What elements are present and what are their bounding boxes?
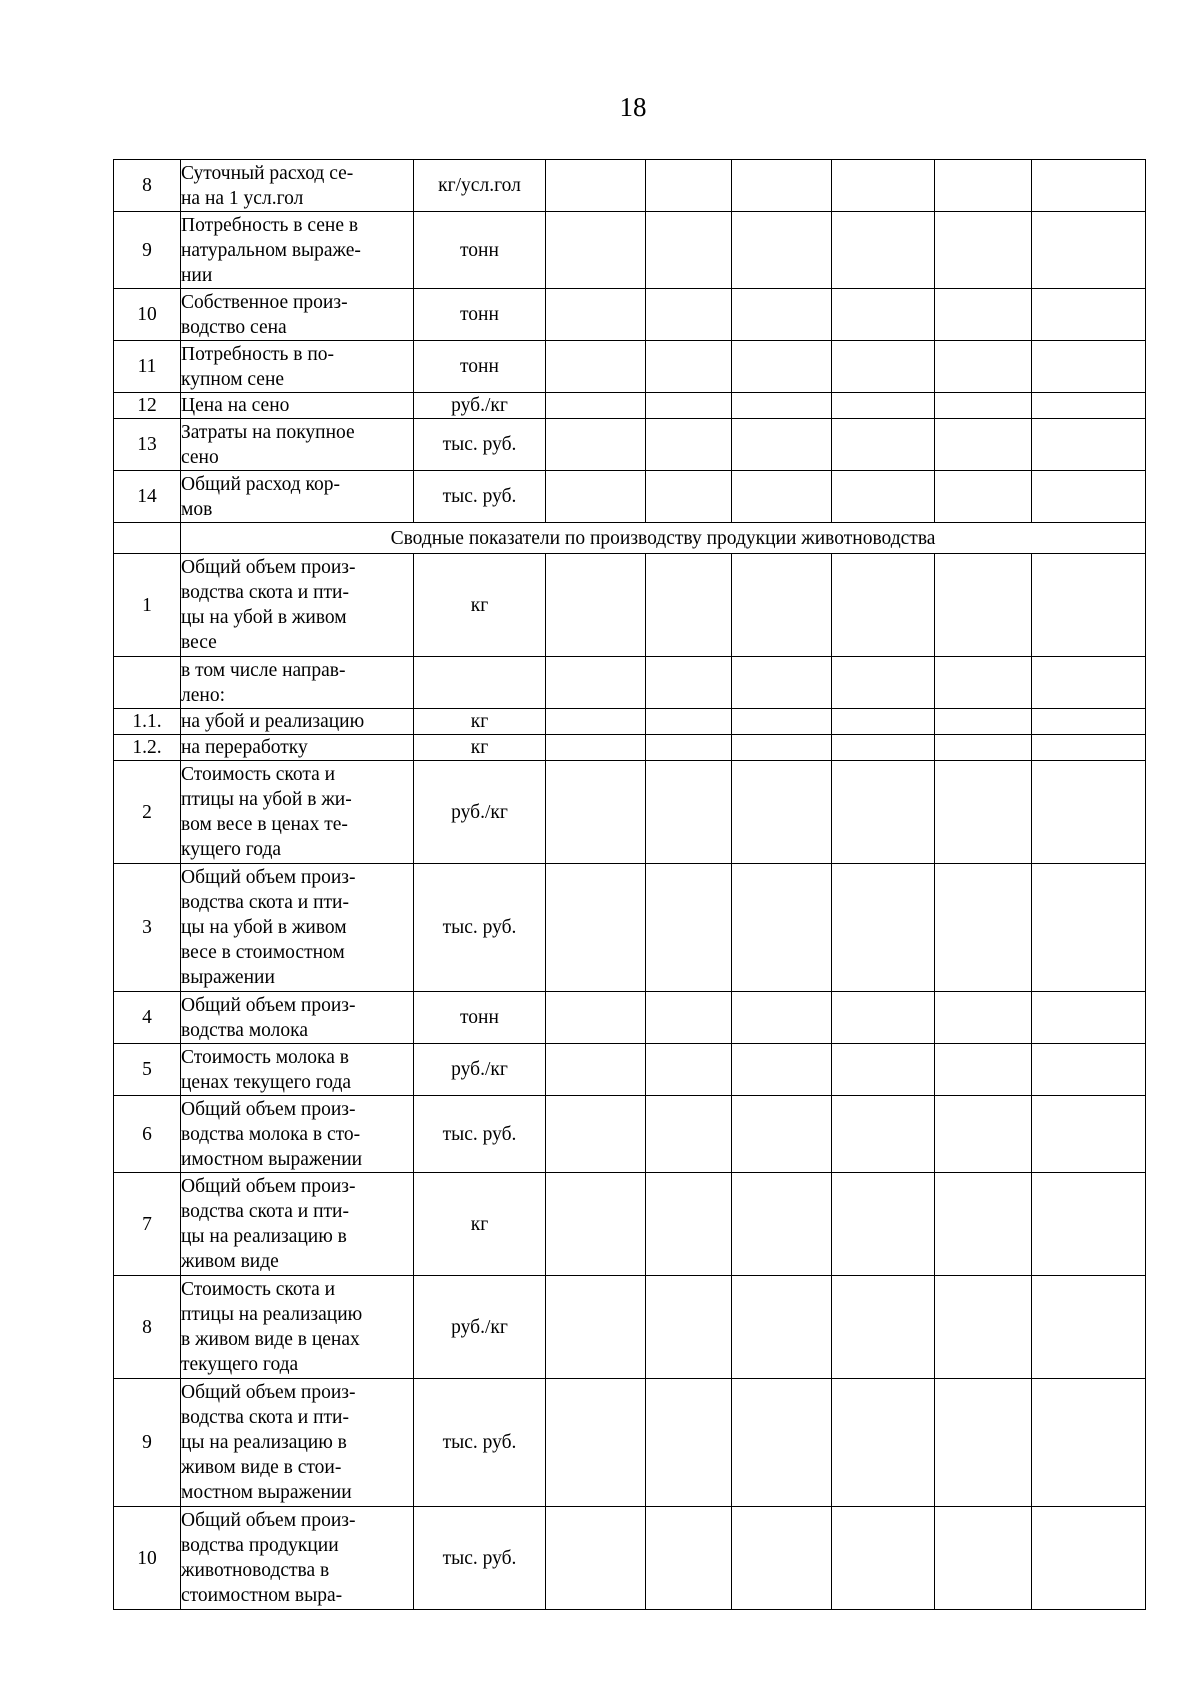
row-number: 4 bbox=[114, 992, 181, 1044]
unit-cell: тыс. руб. bbox=[414, 864, 546, 992]
value-cell bbox=[935, 1276, 1032, 1379]
row-number: 10 bbox=[114, 289, 181, 341]
value-cell bbox=[1032, 160, 1146, 212]
value-cell bbox=[732, 735, 832, 761]
value-cell bbox=[832, 657, 935, 709]
indicator-name: на переработку bbox=[181, 735, 414, 761]
value-cell bbox=[832, 761, 935, 864]
value-cell bbox=[1032, 1044, 1146, 1096]
value-cell bbox=[732, 393, 832, 419]
value-cell bbox=[732, 554, 832, 657]
value-cell bbox=[935, 554, 1032, 657]
value-cell bbox=[935, 709, 1032, 735]
value-cell bbox=[546, 657, 646, 709]
value-cell bbox=[646, 212, 732, 289]
value-cell bbox=[646, 761, 732, 864]
value-cell bbox=[832, 1507, 935, 1610]
unit-cell: кг bbox=[414, 554, 546, 657]
table-row bbox=[114, 1507, 1146, 1610]
indicator-name: Общий объем произ- водства молока в сто- имостном выражении bbox=[181, 1096, 414, 1173]
value-cell bbox=[732, 471, 832, 523]
value-cell bbox=[646, 735, 732, 761]
unit-cell: кг bbox=[414, 709, 546, 735]
table-row bbox=[114, 864, 1146, 992]
table-row bbox=[114, 419, 1146, 471]
value-cell bbox=[646, 419, 732, 471]
value-cell bbox=[935, 160, 1032, 212]
table-row bbox=[114, 289, 1146, 341]
value-cell bbox=[646, 1379, 732, 1507]
indicator-name: Стоимость скота и птицы на реализацию в живом виде в ценах текущего года bbox=[181, 1276, 414, 1379]
table-row bbox=[114, 735, 1146, 761]
row-number: 1 bbox=[114, 554, 181, 657]
value-cell bbox=[832, 735, 935, 761]
value-cell bbox=[732, 709, 832, 735]
indicator-name: Собственное произ- водство сена bbox=[181, 289, 414, 341]
value-cell bbox=[546, 1379, 646, 1507]
value-cell bbox=[546, 864, 646, 992]
value-cell bbox=[732, 992, 832, 1044]
value-cell bbox=[832, 1096, 935, 1173]
value-cell bbox=[646, 1096, 732, 1173]
value-cell bbox=[546, 160, 646, 212]
indicator-name: Потребность в сене в натуральном выраже- нии bbox=[181, 212, 414, 289]
table-row bbox=[114, 1173, 1146, 1276]
value-cell bbox=[935, 341, 1032, 393]
section-header-row bbox=[114, 523, 1146, 554]
value-cell bbox=[1032, 393, 1146, 419]
unit-cell: руб./кг bbox=[414, 1276, 546, 1379]
table-row bbox=[114, 657, 1146, 709]
value-cell bbox=[832, 864, 935, 992]
value-cell bbox=[1032, 289, 1146, 341]
value-cell bbox=[1032, 992, 1146, 1044]
value-cell bbox=[1032, 1507, 1146, 1610]
value-cell bbox=[646, 471, 732, 523]
value-cell bbox=[935, 1379, 1032, 1507]
table-body bbox=[114, 160, 1146, 1610]
value-cell bbox=[646, 1173, 732, 1276]
value-cell bbox=[832, 1044, 935, 1096]
unit-cell: тонн bbox=[414, 341, 546, 393]
table-row bbox=[114, 1379, 1146, 1507]
value-cell bbox=[732, 864, 832, 992]
value-cell bbox=[546, 1096, 646, 1173]
unit-cell: тыс. руб. bbox=[414, 1507, 546, 1610]
unit-cell: тыс. руб. bbox=[414, 1379, 546, 1507]
value-cell bbox=[935, 992, 1032, 1044]
unit-cell bbox=[414, 657, 546, 709]
value-cell bbox=[935, 657, 1032, 709]
row-number: 13 bbox=[114, 419, 181, 471]
section-title: Сводные показатели по производству продукции животноводства bbox=[181, 523, 1146, 554]
unit-cell: тонн bbox=[414, 992, 546, 1044]
value-cell bbox=[1032, 554, 1146, 657]
indicator-name: Цена на сено bbox=[181, 393, 414, 419]
value-cell bbox=[832, 160, 935, 212]
indicator-name: Затраты на покупное сено bbox=[181, 419, 414, 471]
table-row bbox=[114, 1096, 1146, 1173]
indicator-name: Общий объем произ- водства продукции животноводства в стоимостном выра- bbox=[181, 1507, 414, 1610]
value-cell bbox=[546, 735, 646, 761]
value-cell bbox=[1032, 1096, 1146, 1173]
value-cell bbox=[935, 735, 1032, 761]
value-cell bbox=[546, 212, 646, 289]
value-cell bbox=[832, 289, 935, 341]
value-cell bbox=[546, 1173, 646, 1276]
indicator-name: Общий объем произ- водства скота и пти- цы на реализацию в живом виде в стои- мостном выражении bbox=[181, 1379, 414, 1507]
value-cell bbox=[732, 1044, 832, 1096]
indicator-name: на убой и реализацию bbox=[181, 709, 414, 735]
unit-cell: тыс. руб. bbox=[414, 471, 546, 523]
table-row bbox=[114, 1276, 1146, 1379]
value-cell bbox=[646, 657, 732, 709]
row-number: 11 bbox=[114, 341, 181, 393]
value-cell bbox=[546, 761, 646, 864]
value-cell bbox=[832, 1379, 935, 1507]
value-cell bbox=[1032, 735, 1146, 761]
value-cell bbox=[732, 1379, 832, 1507]
unit-cell: тонн bbox=[414, 212, 546, 289]
value-cell bbox=[1032, 1379, 1146, 1507]
row-number: 1.2. bbox=[114, 735, 181, 761]
value-cell bbox=[646, 1507, 732, 1610]
value-cell bbox=[546, 554, 646, 657]
row-number: 1.1. bbox=[114, 709, 181, 735]
value-cell bbox=[646, 1276, 732, 1379]
row-number: 8 bbox=[114, 160, 181, 212]
value-cell bbox=[646, 160, 732, 212]
unit-cell: тонн bbox=[414, 289, 546, 341]
value-cell bbox=[935, 1044, 1032, 1096]
value-cell bbox=[646, 709, 732, 735]
indicator-name: Общий объем произ- водства скота и пти- цы на убой в живом весе bbox=[181, 554, 414, 657]
indicator-name: Стоимость молока в ценах текущего года bbox=[181, 1044, 414, 1096]
value-cell bbox=[1032, 1173, 1146, 1276]
row-number: 14 bbox=[114, 471, 181, 523]
value-cell bbox=[935, 1173, 1032, 1276]
table-row bbox=[114, 212, 1146, 289]
value-cell bbox=[1032, 761, 1146, 864]
indicator-name: Общий объем произ- водства скота и пти- цы на реализацию в живом виде bbox=[181, 1173, 414, 1276]
value-cell bbox=[732, 419, 832, 471]
value-cell bbox=[732, 1173, 832, 1276]
unit-cell: тыс. руб. bbox=[414, 419, 546, 471]
value-cell bbox=[732, 1276, 832, 1379]
row-number: 9 bbox=[114, 1379, 181, 1507]
value-cell bbox=[832, 554, 935, 657]
value-cell bbox=[546, 1507, 646, 1610]
value-cell bbox=[832, 212, 935, 289]
value-cell bbox=[546, 419, 646, 471]
value-cell bbox=[1032, 341, 1146, 393]
unit-cell: руб./кг bbox=[414, 1044, 546, 1096]
value-cell bbox=[1032, 419, 1146, 471]
value-cell bbox=[546, 393, 646, 419]
indicator-name: в том числе направ- лено: bbox=[181, 657, 414, 709]
unit-cell: руб./кг bbox=[414, 393, 546, 419]
row-number: 12 bbox=[114, 393, 181, 419]
value-cell bbox=[732, 341, 832, 393]
value-cell bbox=[732, 212, 832, 289]
table-row bbox=[114, 709, 1146, 735]
value-cell bbox=[832, 419, 935, 471]
table-row bbox=[114, 341, 1146, 393]
value-cell bbox=[935, 864, 1032, 992]
value-cell bbox=[935, 471, 1032, 523]
value-cell bbox=[646, 393, 732, 419]
value-cell bbox=[832, 709, 935, 735]
value-cell bbox=[646, 341, 732, 393]
value-cell bbox=[832, 1173, 935, 1276]
value-cell bbox=[832, 471, 935, 523]
indicator-name: Суточный расход се- на на 1 усл.гол bbox=[181, 160, 414, 212]
table-row bbox=[114, 761, 1146, 864]
value-cell bbox=[546, 992, 646, 1044]
row-number: 3 bbox=[114, 864, 181, 992]
value-cell bbox=[1032, 212, 1146, 289]
value-cell bbox=[1032, 471, 1146, 523]
value-cell bbox=[546, 1276, 646, 1379]
value-cell bbox=[732, 761, 832, 864]
value-cell bbox=[646, 1044, 732, 1096]
section-num-cell bbox=[114, 523, 181, 554]
value-cell bbox=[935, 289, 1032, 341]
unit-cell: кг bbox=[414, 1173, 546, 1276]
data-table bbox=[113, 159, 1146, 1610]
table-row bbox=[114, 554, 1146, 657]
row-number: 10 bbox=[114, 1507, 181, 1610]
value-cell bbox=[546, 341, 646, 393]
value-cell bbox=[646, 864, 732, 992]
page-number: 18 bbox=[619, 92, 647, 122]
value-cell bbox=[646, 554, 732, 657]
indicator-name: Общий расход кор- мов bbox=[181, 471, 414, 523]
value-cell bbox=[832, 992, 935, 1044]
value-cell bbox=[935, 393, 1032, 419]
value-cell bbox=[732, 1096, 832, 1173]
value-cell bbox=[546, 709, 646, 735]
row-number: 5 bbox=[114, 1044, 181, 1096]
value-cell bbox=[732, 289, 832, 341]
row-number: 8 bbox=[114, 1276, 181, 1379]
value-cell bbox=[832, 393, 935, 419]
value-cell bbox=[1032, 1276, 1146, 1379]
value-cell bbox=[732, 1507, 832, 1610]
row-number: 6 bbox=[114, 1096, 181, 1173]
unit-cell: руб./кг bbox=[414, 761, 546, 864]
value-cell bbox=[832, 1276, 935, 1379]
indicator-name: Общий объем произ- водства скота и пти- цы на убой в живом весе в стоимостном выражении bbox=[181, 864, 414, 992]
value-cell bbox=[1032, 709, 1146, 735]
value-cell bbox=[646, 289, 732, 341]
row-number: 9 bbox=[114, 212, 181, 289]
value-cell bbox=[935, 761, 1032, 864]
value-cell bbox=[732, 657, 832, 709]
value-cell bbox=[546, 289, 646, 341]
unit-cell: кг/усл.гол bbox=[414, 160, 546, 212]
value-cell bbox=[832, 341, 935, 393]
table-row bbox=[114, 393, 1146, 419]
value-cell bbox=[935, 212, 1032, 289]
indicator-name: Общий объем произ- водства молока bbox=[181, 992, 414, 1044]
indicator-name: Стоимость скота и птицы на убой в жи- вом весе в ценах те- кущего года bbox=[181, 761, 414, 864]
unit-cell: кг bbox=[414, 735, 546, 761]
table-row bbox=[114, 160, 1146, 212]
table-row bbox=[114, 471, 1146, 523]
row-number: 7 bbox=[114, 1173, 181, 1276]
value-cell bbox=[1032, 864, 1146, 992]
value-cell bbox=[935, 1507, 1032, 1610]
value-cell bbox=[546, 471, 646, 523]
value-cell bbox=[935, 1096, 1032, 1173]
unit-cell: тыс. руб. bbox=[414, 1096, 546, 1173]
row-number bbox=[114, 657, 181, 709]
value-cell bbox=[546, 1044, 646, 1096]
row-number: 2 bbox=[114, 761, 181, 864]
indicator-name: Потребность в по- купном сене bbox=[181, 341, 414, 393]
value-cell bbox=[732, 160, 832, 212]
table-row bbox=[114, 1044, 1146, 1096]
table-row bbox=[114, 992, 1146, 1044]
value-cell bbox=[646, 992, 732, 1044]
value-cell bbox=[935, 419, 1032, 471]
value-cell bbox=[1032, 657, 1146, 709]
